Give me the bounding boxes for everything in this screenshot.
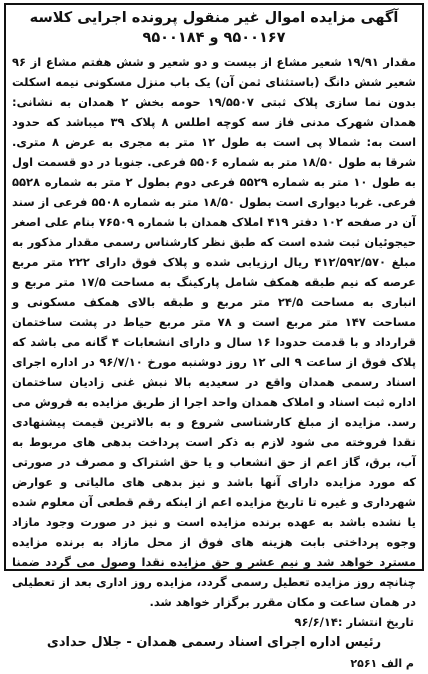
notice-body: مقدار ۱۹/۹۱ شعیر مشاع از بیست و دو شعیر و شش هفتم مشاع از ۹۶ شعیر شش دانگ (باستثنای ثمن آن) یک باب منزل مسکونی نیمه اسکلت بدون نما سازی پلاک ثبتی ۱۹/۵۵۰۷ حومه بخش ۲ همدان به نشانی: همدان شهرک مدنی فاز سه کوچه اطلس ۸ پلاک ۳۹ میباشد که حدود است به: شمالا پی است به طول ۱۲ متر به مجری به عرض ۸ متری. شرقا به طول ۱۸/۵۰ متر به شماره ۵۵۰۶ فرعی. جنوبا در دو قسمت اول به طول ۱۰ متر به شماره ۵۵۲۹ فرعی دوم بطول ۲ متر به شماره ۵۵۲۸ فرعی. غربا دیواری است بطول ۱۸/۵۰ متر به شماره ۵۵۰۸ فرعی از سند آن در صفحه ۱۰۲ دفتر ۴۱۹ املاک همدان با شماره ۷۶۵۰۹ بنام علی اصغر حیجوئیان ثبت شده است که طبق نظر کارشناس رسمی مقدار مذکور به مبلغ ۴۱۲/۵۹۲/۵۷۰ ریال ارزیابی شده و پلاک فوق دارای ۲۲۲ متر مربع عرصه که نیم طبقه همکف شامل پارکینگ به مساحت ۱۷/۵ متر مربع و انباری به مساحت ۲۴/۵ متر مربع و طبقه بالای همکف مسکونی و مساحت ۱۴۷ متر مربع است و ۷۸ متر مربع حیاط در پشت ساختمان قرارداد و با قدمت حدودا ۱۶ سال و دارای انشعابات ۴ گانه می باشد که پلاک فوق از ساعت ۹ الی ۱۲ روز دوشنبه مورخ ۹۶/۷/۱۰ در اداره اجرای اسناد رسمی همدان واقع در سعیدیه بالا نبش غنی زادیان ساختمان اداره ثبت اسناد و املاک همدان واحد اجرا از طریق مزایده به فروش می رسد. مزایده از مبلغ کارشناسی شروع و به بالاترین قیمت پیشنهادی نقدا فروخته می شود لازم به ذکر است پرداخت بدهی های مربوط به آب، برق، گاز اعم از حق انشعاب و یا حق اشتراک و مصرف در صورتی که مورد مزایده دارای آنها باشد و نیز بدهی های مالیاتی و عوارض شهرداری و غیره تا تاریخ مزایده اعم از اینکه رقم قطعی آن معلوم شده یا نشده باشد به عهده برنده مزایده است و نیز در صورت وجود مازاد وجوه پرداختی بابت هزینه های فوق از محل مازاد به برنده مزایده مسترد خواهد شد و نیم عشر و حق مزایده نقدا وصول می گردد ضمنا چنانچه روز مزایده تعطیل رسمی گردد، مزایده روز اداری بعد از تعطیلی در همان ساعت و مکان مقرر برگزار خواهد شد. bbox=[12, 55, 417, 609]
auction-notice bbox=[4, 3, 424, 670]
reference-number: م الف ۲۵۶۱ bbox=[350, 657, 414, 670]
signature-line: رئیس اداره اجرای اسناد رسمی همدان - جلال حدادی bbox=[46, 635, 382, 650]
publication-date: تاریخ انتشار :۹۶/۶/۱۴ bbox=[294, 615, 414, 629]
notice-title: آگهی مزایده اموال غیر منقول پرونده اجرایی کلاسه ۹۵۰۰۱۶۷ و ۹۵۰۰۱۸۴ bbox=[29, 10, 399, 46]
